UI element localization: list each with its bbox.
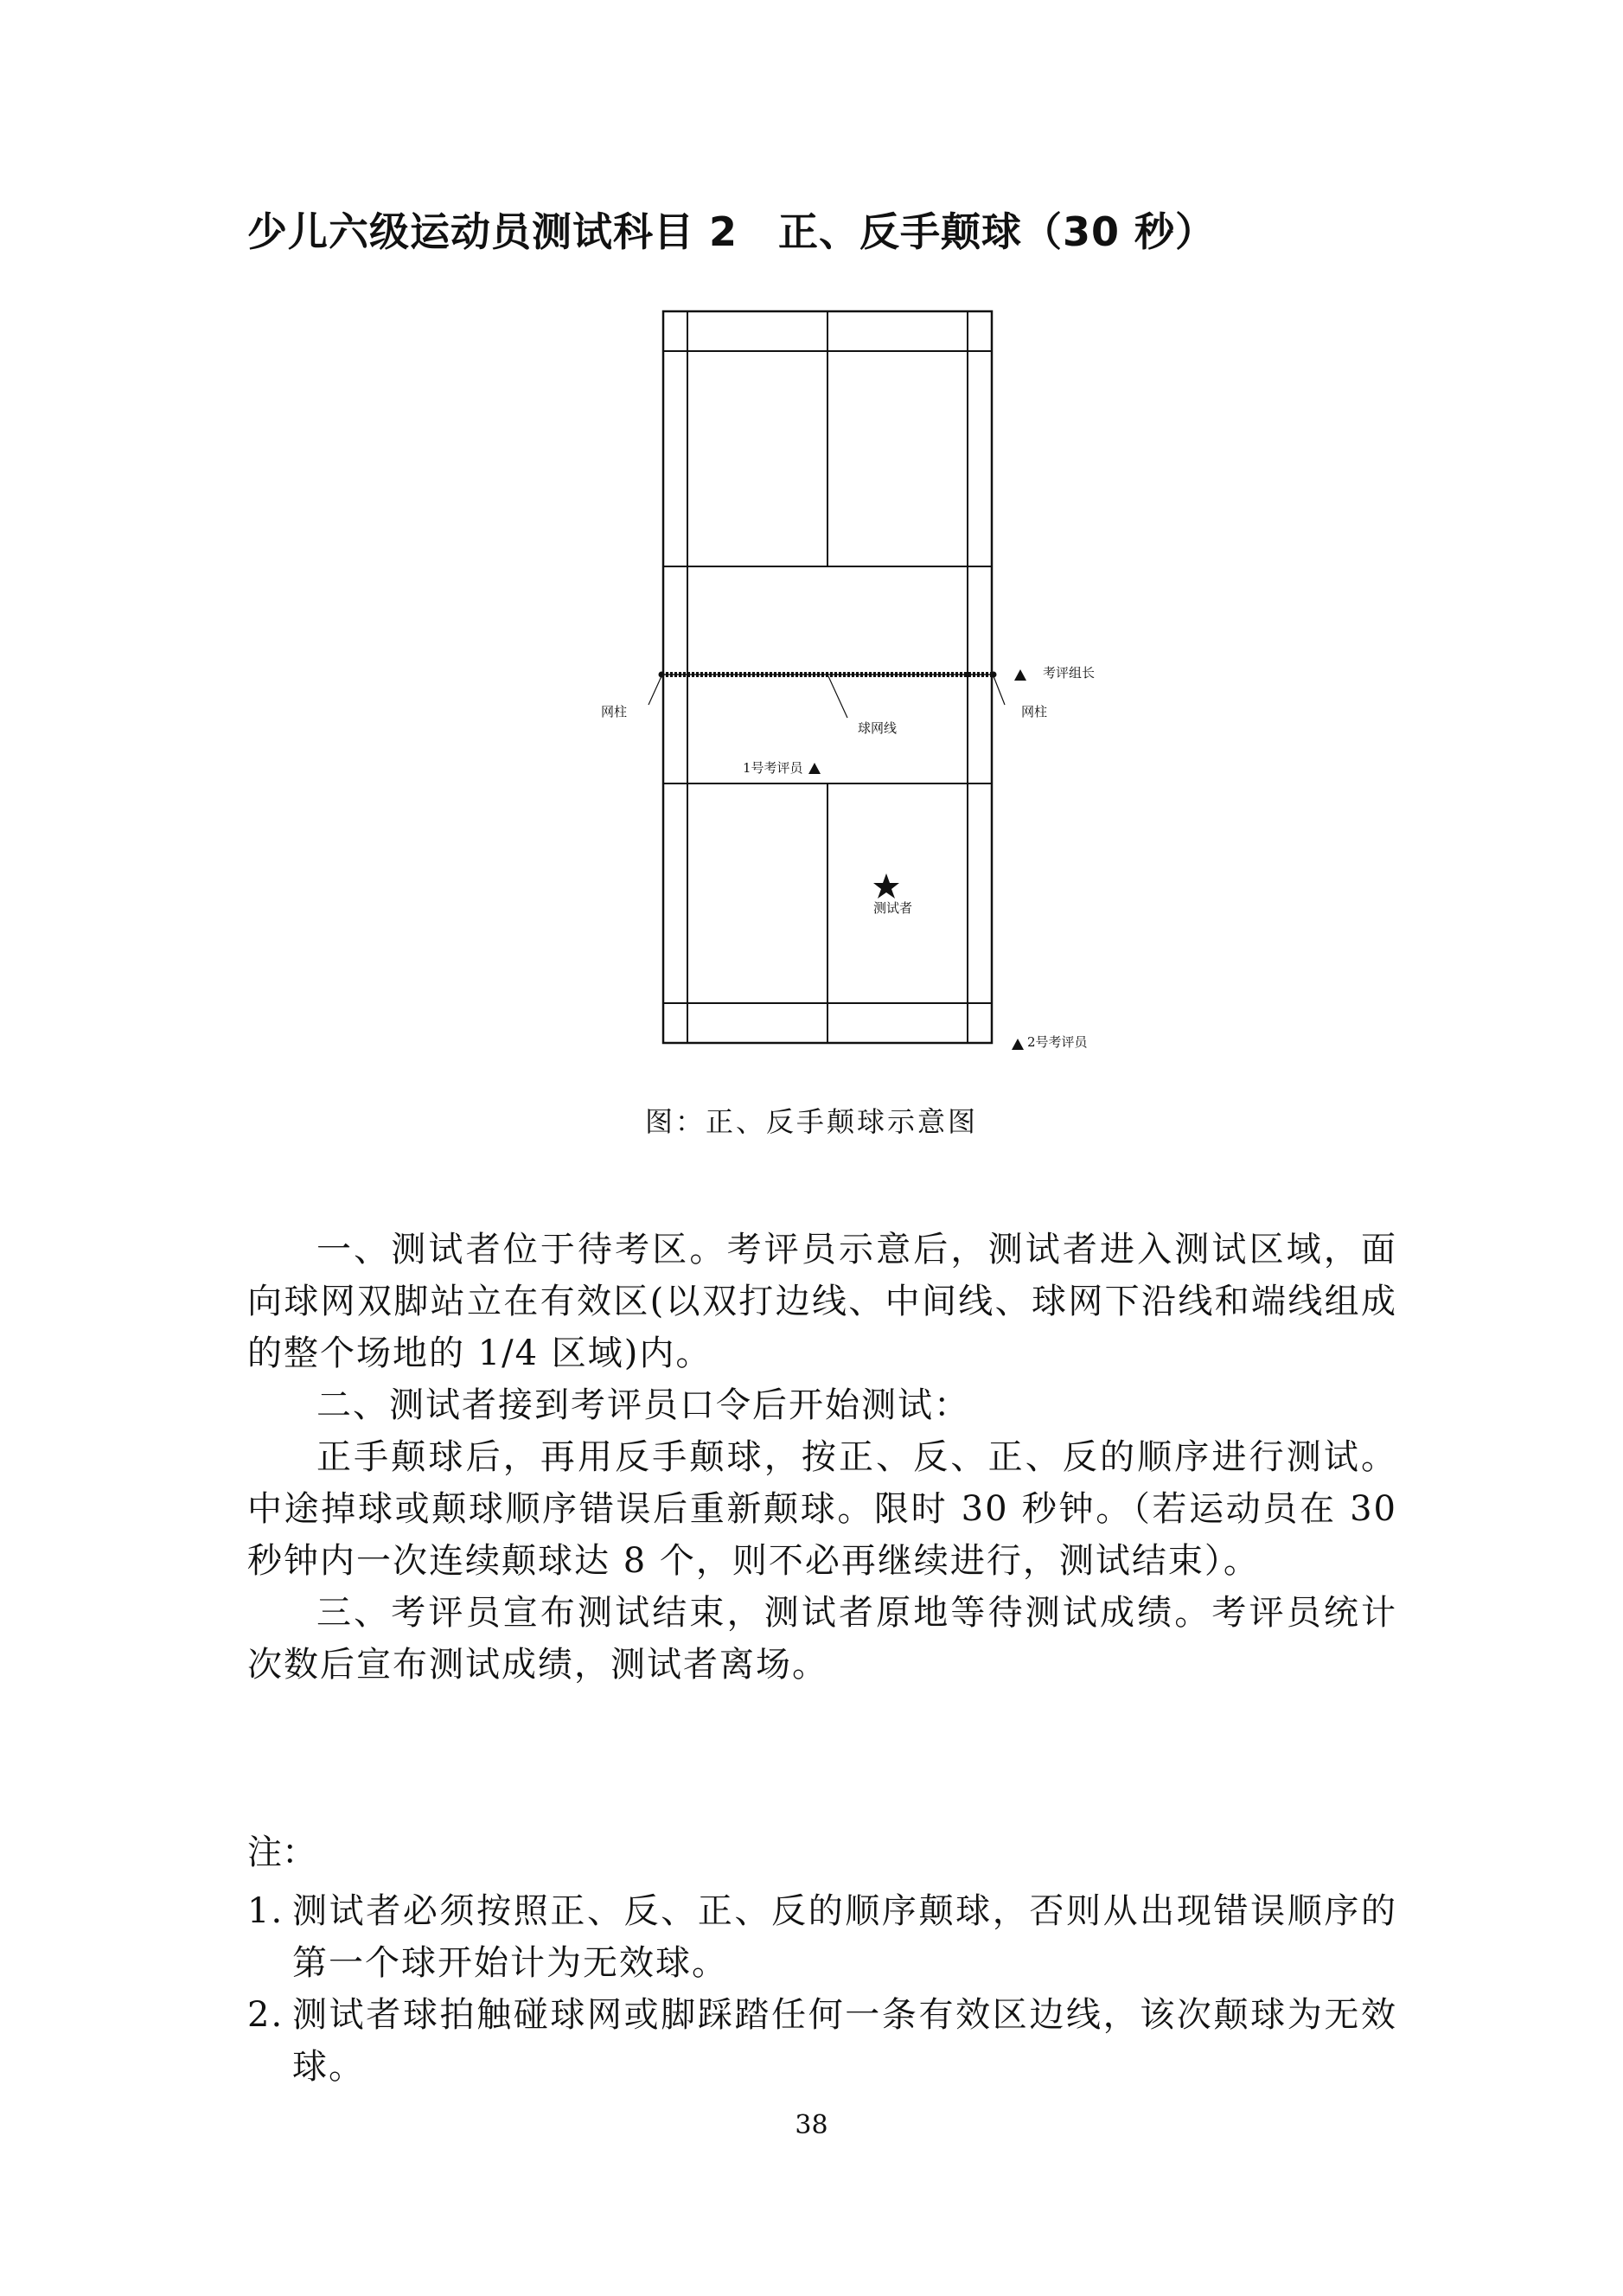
examiner-2-triangle-icon [1012, 1039, 1024, 1050]
list-item [247, 1989, 1397, 2093]
label-examiner-1: 1号考评员 [743, 760, 803, 776]
body-text [247, 1224, 1397, 1691]
paragraph: 三、考评员宣布测试结束，测试者原地等待测试成绩。考评员统计次数后宣布测试成绩，测试者离场。 [247, 1593, 1397, 1685]
list-item [247, 1885, 1397, 1989]
court-diagram-svg [562, 303, 1107, 1064]
label-net-line: 球网线 [858, 720, 898, 736]
note-number: 2. [247, 1995, 284, 2035]
examiner-1-triangle-icon [808, 763, 821, 774]
chief-examiner-triangle-icon [1014, 669, 1026, 681]
leader-net-line [828, 676, 847, 718]
label-net-post-right: 网柱 [1021, 704, 1048, 719]
label-examiner-2: 2号考评员 [1027, 1034, 1088, 1050]
paragraph: 正手颠球后，再用反手颠球，按正、反、正、反的顺序进行测试。中途掉球或颠球顺序错误后重新颠球。限时 30 秒钟。（若运动员在 30 秒钟内一次连续颠球达 8 个，则不必再继续进行，测试结束）。 [247, 1437, 1397, 1581]
paragraph: 二、测试者接到考评员口令后开始测试： [316, 1385, 970, 1425]
page-number: 38 [795, 2110, 828, 2140]
note-text: 测试者必须按照正、反、正、反的顺序颠球，否则从出现错误顺序的第一个球开始计为无效球。 [292, 1891, 1397, 1983]
notes-list [247, 1885, 1397, 2093]
note-number: 1. [247, 1891, 284, 1931]
leader-net-post-right [994, 676, 1005, 705]
label-net-post-left: 网柱 [601, 704, 628, 719]
leader-net-post-left [649, 676, 661, 705]
tester-star-icon [873, 873, 899, 899]
figure-caption: 图：正、反手颠球示意图 [644, 1105, 978, 1138]
court-diagram [562, 303, 1107, 1064]
label-tester: 测试者 [873, 900, 913, 916]
page-title: 少儿六级运动员测试科目 2 正、反手颠球（30 秒） [247, 208, 1217, 255]
paragraph: 一、测试者位于待考区。考评员示意后，测试者进入测试区域，面向球网双脚站立在有效区(以双打边线、中间线、球网下沿线和端线组成的整个场地的 1/4 区域)内。 [247, 1230, 1397, 1373]
notes-heading: 注： [247, 1832, 316, 1872]
label-chief-examiner: 考评组长 [1043, 665, 1096, 681]
note-text: 测试者球拍触碰球网或脚踩踏任何一条有效区边线，该次颠球为无效球。 [292, 1995, 1397, 2087]
